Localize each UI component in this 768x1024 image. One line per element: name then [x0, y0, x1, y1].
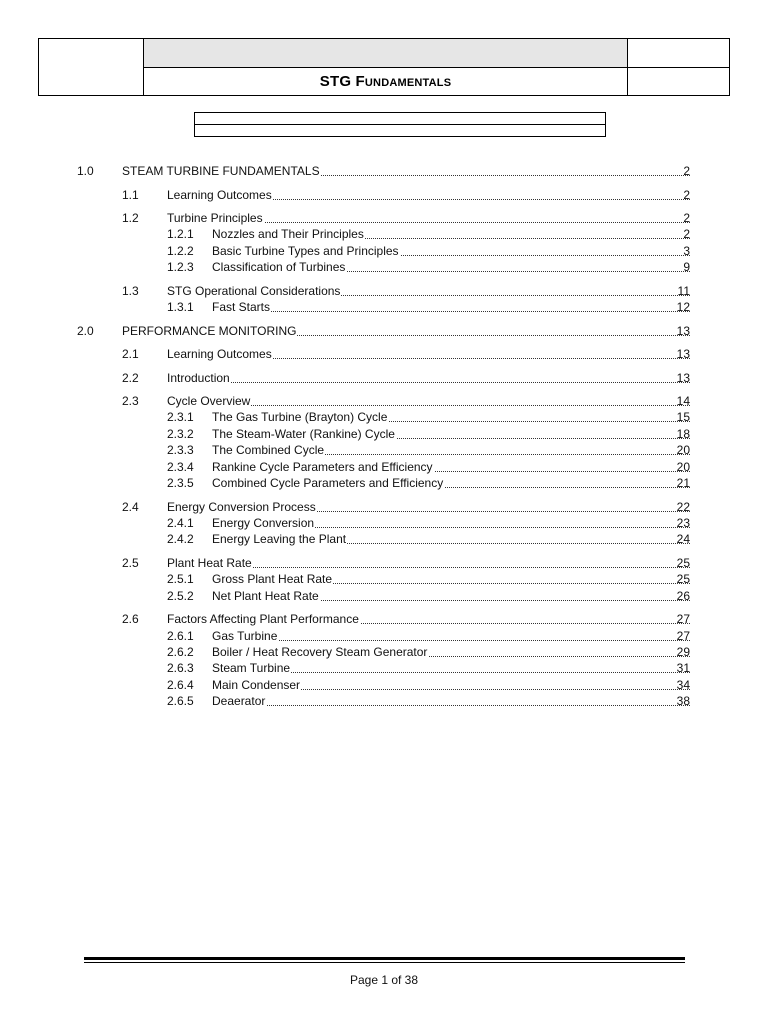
toc-entry-title-leader [167, 555, 690, 571]
toc-entry-number: 1.2.1 [167, 227, 194, 241]
toc-entry-title: Steam Turbine [212, 661, 291, 675]
toc-entry-number: 2.6.5 [167, 694, 194, 708]
toc-entry-page: 23 [676, 516, 690, 530]
toc-entry-title-leader [212, 243, 690, 259]
toc-entry[interactable] [0, 499, 768, 515]
toc-entry-title: PERFORMANCE MONITORING [122, 324, 297, 338]
toc-entry-number: 2.3.3 [167, 443, 194, 457]
toc-entry[interactable] [0, 426, 768, 442]
toc-entry-page: 2 [683, 211, 690, 225]
toc-entry-title: Learning Outcomes [167, 188, 272, 202]
toc-entry-page: 31 [676, 661, 690, 675]
toc-entry-title: Gross Plant Heat Rate [212, 572, 333, 586]
toc-entry-page: 27 [676, 629, 690, 643]
toc-entry-number: 2.6.3 [167, 661, 194, 675]
header-shaded-cell [143, 38, 628, 68]
toc-entry[interactable] [0, 644, 768, 660]
toc-entry-title-leader [212, 588, 690, 604]
toc-entry-title: Plant Heat Rate [167, 556, 252, 570]
toc-entry-title-leader [212, 409, 690, 425]
toc-entry-number: 2.2 [122, 371, 139, 385]
toc-entry-page: 20 [676, 460, 690, 474]
toc-entry-page: 2 [683, 227, 690, 241]
toc-entry-title-leader [212, 459, 690, 475]
toc-entry-title-leader [212, 259, 690, 275]
toc-entry-number: 2.6.1 [167, 629, 194, 643]
toc-entry-title: Rankine Cycle Parameters and Efficiency [212, 460, 433, 474]
toc-entry[interactable] [0, 187, 768, 203]
toc-entry-page: 2 [683, 164, 690, 178]
toc-entry-title: Turbine Principles [167, 211, 263, 225]
footer-rule-thick [84, 957, 685, 960]
toc-entry[interactable] [0, 210, 768, 226]
toc-entry-title-leader [212, 426, 690, 442]
toc-entry-page: 13 [676, 371, 690, 385]
toc-entry-title-leader [167, 346, 690, 362]
toc-entry-title-leader [212, 475, 690, 491]
toc-entry-page: 24 [676, 532, 690, 546]
footer-rule-thin [84, 962, 685, 963]
toc-entry-title: The Combined Cycle [212, 443, 325, 457]
toc-entry[interactable] [0, 409, 768, 425]
toc-entry-page: 3 [683, 244, 690, 258]
toc-entry-page: 27 [676, 612, 690, 626]
toc-entry-number: 1.2.3 [167, 260, 194, 274]
toc-entry-number: 2.3.1 [167, 410, 194, 424]
toc-entry-number: 1.0 [77, 164, 94, 178]
toc-entry[interactable] [0, 459, 768, 475]
toc-entry-number: 2.5.1 [167, 572, 194, 586]
toc-entry-title-leader [167, 283, 690, 299]
toc-entry-page: 18 [676, 427, 690, 441]
toc-entry-number: 2.3 [122, 394, 139, 408]
toc-entry-title: Learning Outcomes [167, 347, 272, 361]
toc-entry-page: 15 [676, 410, 690, 424]
toc-entry[interactable] [0, 442, 768, 458]
page-number: Page 1 of 38 [349, 973, 419, 987]
toc-entry-page: 38 [676, 694, 690, 708]
toc-entry[interactable] [0, 299, 768, 315]
toc-entry-number: 2.3.5 [167, 476, 194, 490]
toc-entry[interactable] [0, 475, 768, 491]
toc-entry[interactable] [0, 226, 768, 242]
toc-entry-number: 2.6 [122, 612, 139, 626]
toc-entry[interactable] [0, 515, 768, 531]
toc-entry-number: 2.1 [122, 347, 139, 361]
toc-entry-number: 1.1 [122, 188, 139, 202]
toc-entry-title: Energy Leaving the Plant [212, 532, 347, 546]
toc-entry-page: 2 [683, 188, 690, 202]
toc-entry-title: Gas Turbine [212, 629, 278, 643]
toc-entry-number: 2.3.4 [167, 460, 194, 474]
document-header-table [38, 38, 730, 96]
toc-entry-page: 14 [676, 394, 690, 408]
toc-entry-page: 25 [676, 572, 690, 586]
toc-entry-title: Net Plant Heat Rate [212, 589, 319, 603]
toc-entry-title: Introduction [167, 371, 230, 385]
toc-entry-page: 29 [676, 645, 690, 659]
toc-entry-title-leader [167, 210, 690, 226]
toc-entry-number: 1.3 [122, 284, 139, 298]
toc-entry-number: 1.2 [122, 211, 139, 225]
toc-entry-number: 2.4.2 [167, 532, 194, 546]
toc-entry-title-leader [167, 393, 690, 409]
toc-entry-page: 20 [676, 443, 690, 457]
toc-entry[interactable] [0, 393, 768, 409]
toc-entry-number: 2.4 [122, 500, 139, 514]
toc-entry-title-leader [167, 187, 690, 203]
toc-entry-title: Deaerator [212, 694, 266, 708]
toc-entry-title-leader [212, 628, 690, 644]
toc-entry-number: 2.5 [122, 556, 139, 570]
toc-entry-title: Classification of Turbines [212, 260, 346, 274]
toc-entry-title: STG Operational Considerations [167, 284, 341, 298]
toc-entry[interactable] [0, 243, 768, 259]
toc-entry-number: 2.5.2 [167, 589, 194, 603]
toc-entry[interactable] [0, 693, 768, 709]
toc-entry-title-leader [212, 660, 690, 676]
toc-entry-title: Fast Starts [212, 300, 271, 314]
toc-entry-title: The Steam-Water (Rankine) Cycle [212, 427, 395, 441]
toc-entry[interactable] [0, 259, 768, 275]
toc-entry-title: The Gas Turbine (Brayton) Cycle [212, 410, 388, 424]
toc-entry[interactable] [0, 588, 768, 604]
header-right-bottom-cell [627, 67, 730, 96]
toc-entry[interactable] [0, 163, 768, 179]
toc-entry-title: Main Condenser [212, 678, 301, 692]
toc-entry-number: 2.6.4 [167, 678, 194, 692]
empty-box-bottom [194, 124, 606, 137]
toc-entry-page: 21 [676, 476, 690, 490]
toc-entry-title-leader [212, 515, 690, 531]
toc-entry-page: 13 [676, 347, 690, 361]
toc-entry-title-leader [212, 644, 690, 660]
toc-entry[interactable] [0, 346, 768, 362]
toc-entry-title-leader [212, 693, 690, 709]
toc-entry-title: Factors Affecting Plant Performance [167, 612, 359, 626]
toc-entry-page: 12 [676, 300, 690, 314]
toc-entry-title-leader [212, 299, 690, 315]
toc-entry-number: 2.0 [77, 324, 94, 338]
toc-entry-page: 34 [676, 678, 690, 692]
toc-entry-title: Energy Conversion Process [167, 500, 316, 514]
toc-entry-title-leader [212, 226, 690, 242]
toc-entry-number: 2.3.2 [167, 427, 194, 441]
toc-entry-page: 11 [677, 284, 690, 298]
toc-entry-title-leader [122, 323, 690, 339]
toc-entry-title-leader [212, 442, 690, 458]
toc-entry-title: Cycle Overview [167, 394, 251, 408]
toc-entry-title: Combined Cycle Parameters and Efficiency [212, 476, 444, 490]
toc-entry[interactable] [0, 323, 768, 339]
toc-entry-page: 26 [676, 589, 690, 603]
toc-entry-title-leader [167, 370, 690, 386]
toc-entry-number: 2.4.1 [167, 516, 194, 530]
toc-entry-page: 25 [676, 556, 690, 570]
toc-entry[interactable] [0, 628, 768, 644]
toc-entry-title-leader [212, 677, 690, 693]
toc-entry-title: Boiler / Heat Recovery Steam Generator [212, 645, 428, 659]
toc-entry-title-leader [167, 611, 690, 627]
toc-entry-page: 22 [676, 500, 690, 514]
toc-entry-title-leader [122, 163, 690, 179]
toc-entry-page: 13 [676, 324, 690, 338]
toc-entry-number: 1.3.1 [167, 300, 194, 314]
toc-entry-number: 1.2.2 [167, 244, 194, 258]
toc-entry-number: 2.6.2 [167, 645, 194, 659]
toc-entry[interactable] [0, 571, 768, 587]
toc-entry-title: STEAM TURBINE FUNDAMENTALS [122, 164, 320, 178]
toc-entry-title-leader [167, 499, 690, 515]
toc-entry[interactable] [0, 660, 768, 676]
toc-entry[interactable] [0, 555, 768, 571]
header-right-top-cell [627, 38, 730, 68]
toc-entry-title-leader [212, 571, 690, 587]
toc-entry-title: Nozzles and Their Principles [212, 227, 364, 241]
toc-entry[interactable] [0, 531, 768, 547]
toc-entry[interactable] [0, 611, 768, 627]
toc-entry-title: Energy Conversion [212, 516, 315, 530]
toc-entry[interactable] [0, 283, 768, 299]
document-title: STG Fundamentals [319, 73, 452, 90]
header-logo-cell [38, 38, 144, 96]
toc-entry[interactable] [0, 677, 768, 693]
toc-entry-title: Basic Turbine Types and Principles [212, 244, 399, 258]
toc-entry-page: 9 [683, 260, 690, 274]
toc-entry[interactable] [0, 370, 768, 386]
toc-entry-title-leader [212, 531, 690, 547]
